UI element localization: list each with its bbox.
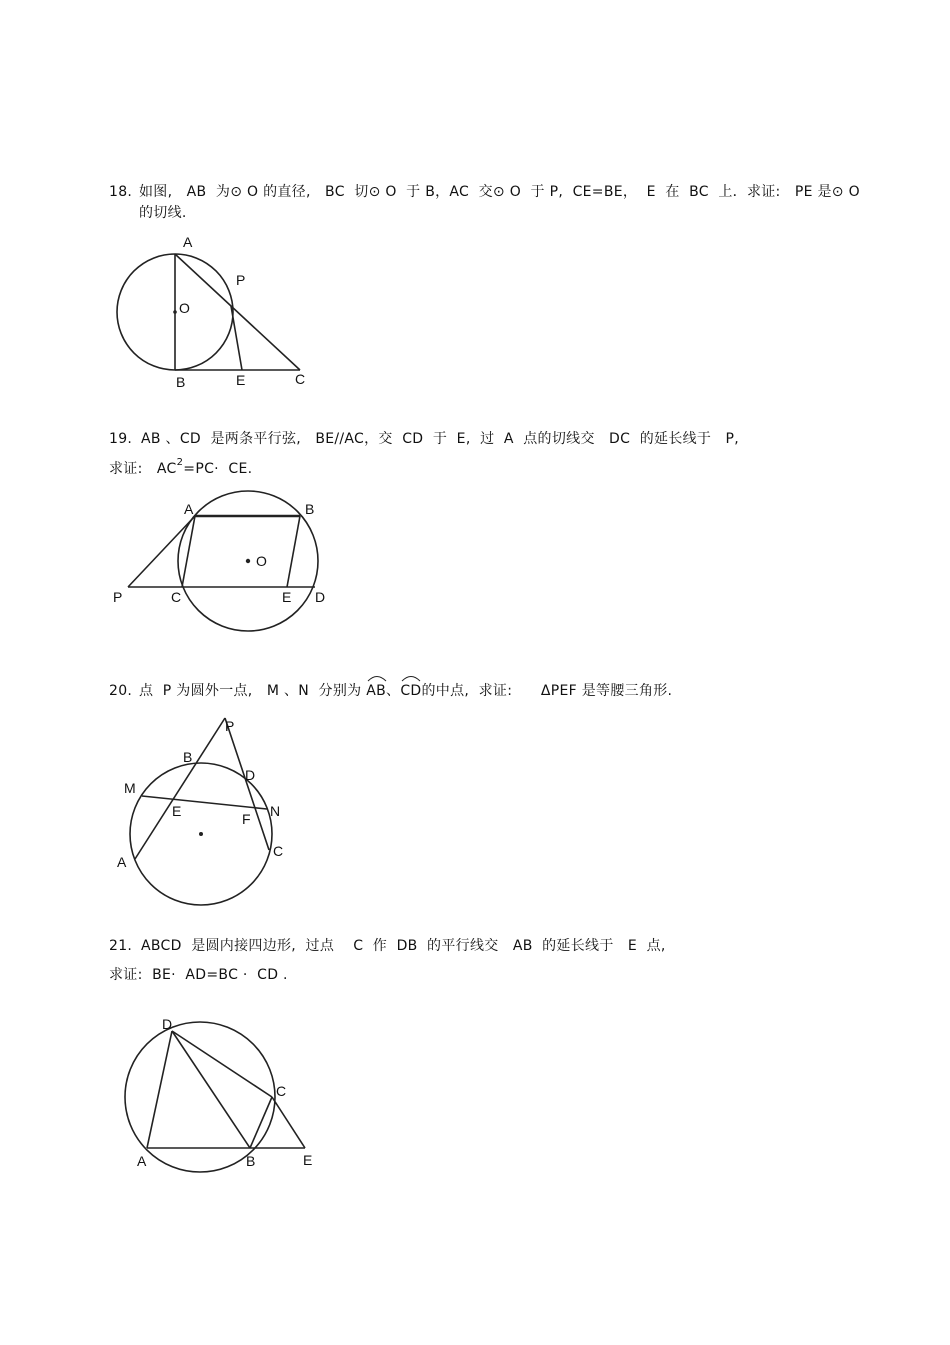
problem-19-number: 19. — [109, 431, 133, 447]
problem-18-text-line2: 的切线. — [139, 205, 187, 221]
fig21-label-e: E — [303, 1152, 313, 1168]
fig19-label-b: B — [305, 501, 315, 517]
fig19-label-c: C — [171, 589, 182, 605]
fig20-label-f: F — [242, 811, 251, 827]
problem-21-text-line2: 求证: BE· AD=BC · CD . — [109, 967, 288, 983]
fig18-label-a: A — [183, 234, 193, 250]
problem-19-suffix: =PC· CE. — [183, 461, 253, 477]
triangle-symbol: Δ — [540, 683, 551, 699]
problem-19-superscript: 2 — [176, 457, 184, 468]
fig21-line-db — [172, 1031, 250, 1148]
problem-21-text-line1: ABCD 是圆内接四边形, 过点 C 作 DB 的平行线交 AB 的延长线于 E 点, — [141, 938, 666, 954]
fig20-label-a: A — [117, 854, 127, 870]
fig21-label-b: B — [246, 1153, 256, 1169]
problem-19-prefix: 求证: AC — [109, 461, 177, 477]
fig20-label-d: D — [245, 767, 256, 783]
fig20-label-b: B — [183, 749, 193, 765]
problem-18-text-line1: 如图, AB 为⊙ O 的直径, BC 切⊙ O 于 B，AC 交⊙ O 于 P, CE=BE， E 在 BC 上．求证: PE 是⊙ O — [139, 184, 860, 200]
problem-20-text-after: 的中点, 求证: — [421, 683, 541, 699]
fig19-label-p: P — [113, 589, 123, 605]
problem-20-text-end: PEF 是等腰三角形. — [550, 683, 673, 699]
problem-21-number: 21. — [109, 938, 133, 954]
problem-20-number: 20. — [109, 683, 133, 699]
fig21-line-ad — [147, 1031, 172, 1148]
fig18-label-b: B — [176, 374, 186, 390]
fig20-label-m: M — [124, 780, 136, 796]
problem-19-text-line1: AB 、CD 是两条平行弦, BE//AC，交 CD 于 E, 过 A 点的切线交 DC 的延长线于 P, — [141, 431, 740, 447]
problem-18-number: 18. — [109, 184, 133, 200]
arc-cd-label: CD — [400, 683, 422, 699]
fig21-label-d: D — [162, 1016, 173, 1032]
arc-ab-label: AB — [366, 683, 387, 699]
fig21-circle — [125, 1022, 275, 1172]
problem-20-text-before: 点 P 为圆外一点, M 、N 分别为 — [139, 683, 362, 699]
fig21-line-dc — [172, 1031, 272, 1097]
fig20-label-e: E — [172, 803, 182, 819]
fig18-label-e: E — [236, 372, 246, 388]
fig18-label-c: C — [295, 371, 306, 387]
fig20-label-n: N — [270, 803, 281, 819]
fig20-label-c: C — [273, 843, 284, 859]
fig21-line-ce — [272, 1097, 305, 1148]
fig19-label-o: O — [256, 553, 267, 569]
fig19-label-e: E — [282, 589, 292, 605]
fig21-label-a: A — [137, 1153, 147, 1169]
fig21-label-c: C — [276, 1083, 287, 1099]
fig20-label-p: P — [225, 718, 235, 734]
problem-20-separator: 、 — [386, 683, 401, 699]
fig19-label-a: A — [184, 501, 194, 517]
fig18-label-p: P — [236, 272, 246, 288]
fig19-label-d: D — [315, 589, 326, 605]
fig18-label-o: O — [179, 300, 190, 316]
